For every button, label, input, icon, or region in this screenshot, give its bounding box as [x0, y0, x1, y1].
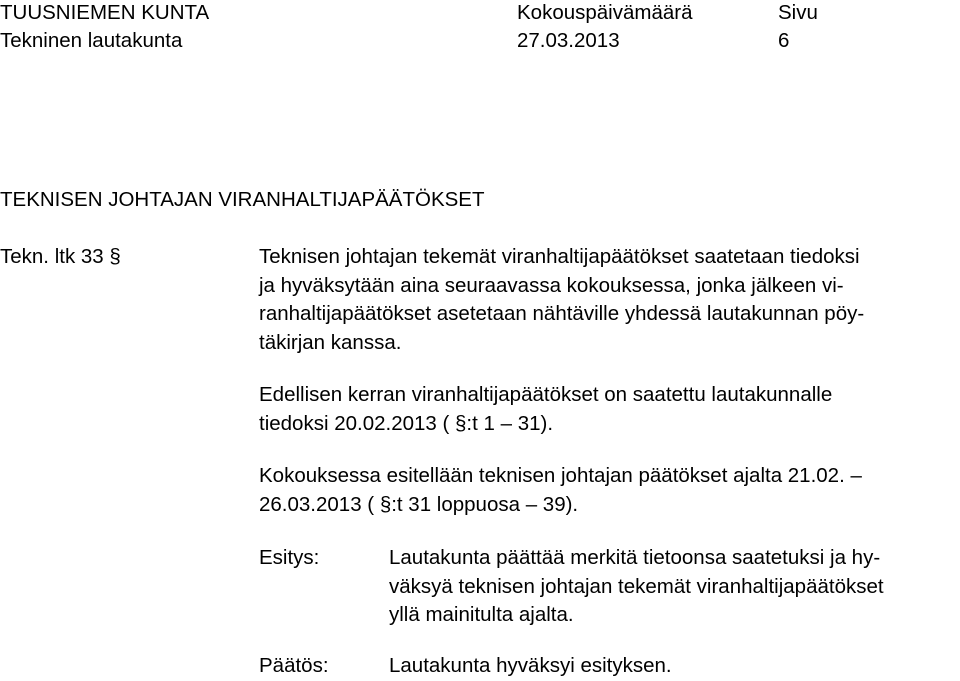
- paragraph-line: 26.03.2013 ( §:t 31 loppuosa – 39).: [259, 492, 579, 516]
- paragraph-line: ranhaltijapäätökset asetetaan nähtäville yhdessä lautakunnan pöy-: [259, 302, 865, 326]
- paragraph-previous: [259, 381, 959, 438]
- paragraph-line: Teknisen johtajan tekemät viranhaltijapäätökset saatetaan tiedoksi: [259, 245, 860, 268]
- proposal-text: [389, 544, 959, 630]
- paragraph-current: [259, 462, 959, 519]
- proposal-label: Esitys:: [259, 546, 320, 569]
- paragraph-line: Kokouksessa esitellään teknisen johtajan päätökset ajalta 21.02. –: [259, 464, 862, 487]
- decision-text: Lautakunta hyväksyi esityksen.: [389, 654, 672, 677]
- organization-name: TUUSNIEMEN KUNTA: [0, 1, 210, 24]
- paragraph-line: tiedoksi 20.02.2013 ( §:t 1 – 31).: [259, 411, 554, 435]
- paragraph-line: täkirjan kanssa.: [259, 330, 402, 354]
- paragraph-line: Edellisen kerran viranhaltijapäätökset on saatettu lautakunnalle: [259, 383, 833, 406]
- proposal-line: yllä mainitulta ajalta.: [389, 603, 574, 627]
- meeting-date-label: Kokouspäivämäärä: [517, 1, 693, 24]
- decision-label: Päätös:: [259, 654, 329, 677]
- paragraph-line: ja hyväksytään aina seuraavassa kokouksessa, jonka jälkeen vi-: [259, 273, 844, 297]
- meeting-date: 27.03.2013: [517, 29, 620, 52]
- section-title: TEKNISEN JOHTAJAN VIRANHALTIJAPÄÄTÖKSET: [0, 188, 485, 211]
- proposal-line: Lautakunta päättää merkitä tietoonsa saatetuksi ja hy-: [389, 546, 881, 569]
- section-reference: Tekn. ltk 33 §: [0, 245, 121, 268]
- paragraph-intro: [259, 243, 959, 357]
- proposal-line: väksyä teknisen johtajan tekemät viranhaltijapäätökset: [389, 574, 884, 598]
- page-label: Sivu: [778, 1, 818, 24]
- committee-name: Tekninen lautakunta: [0, 29, 183, 52]
- page-number: 6: [778, 29, 790, 52]
